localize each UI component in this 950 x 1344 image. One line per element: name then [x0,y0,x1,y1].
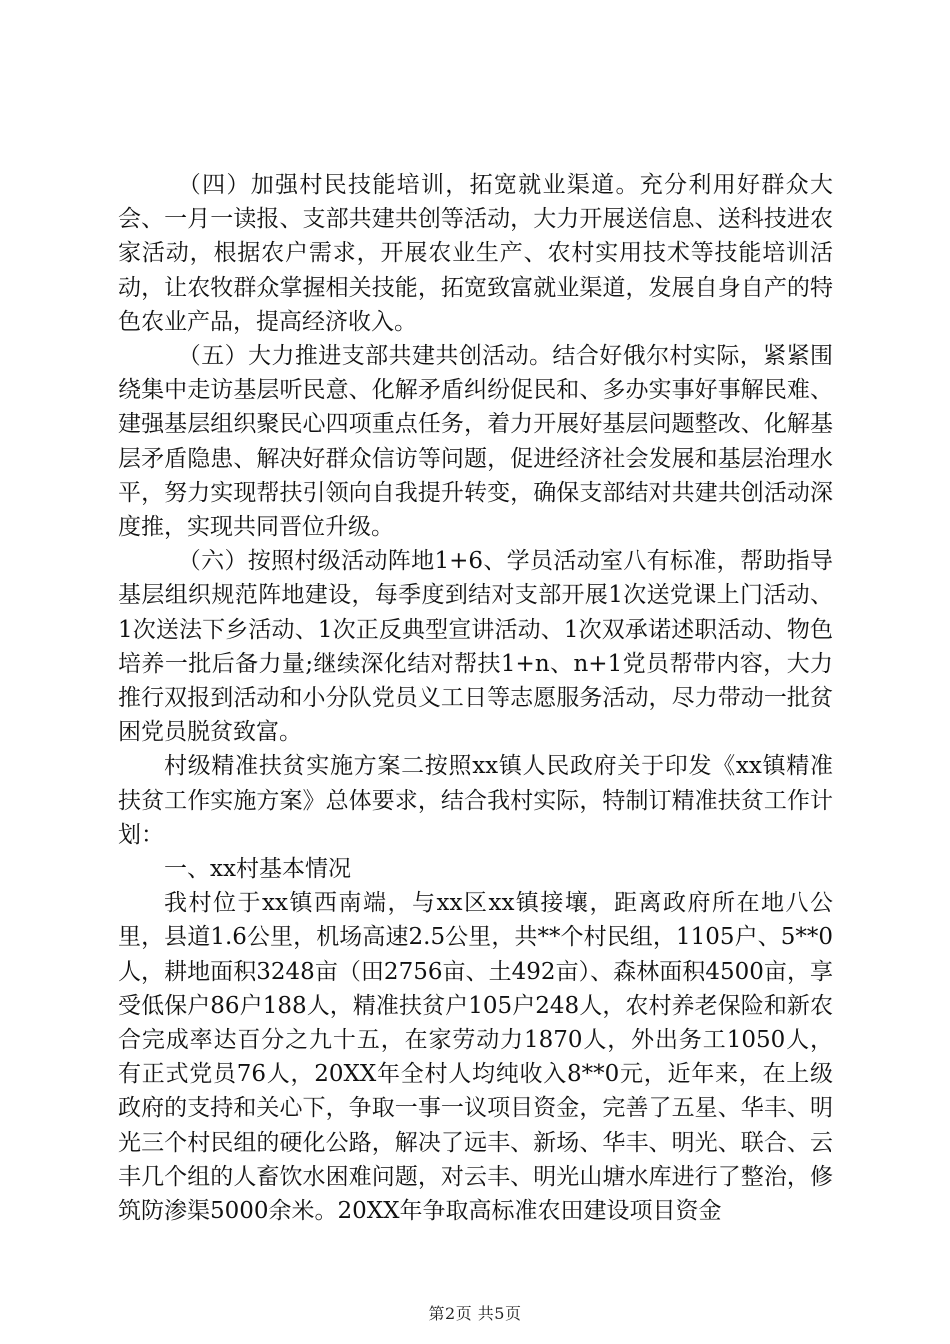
paragraph-plan-intro: 村级精准扶贫实施方案二按照xx镇人民政府关于印发《xx镇精准扶贫工作实施方案》总体要求，结合我村实际，特制订精准扶贫工作计划： [118,753,833,848]
paragraph-village-situation: 我村位于xx镇西南端，与xx区xx镇接壤，距离政府所在地八公里，县道1.6公里，机场高速2.5公里，共**个村民组，1105户、5**0人，耕地面积3248亩（田2756亩、土492亩）、森林面积4500亩，享受低保户86户188人，精准扶贫户105户248人，农村养老保险和新农合完成率达百分之九十五，在家劳动力1870人，外出务工1050人，有正式党员76人，20XX年全村人均纯收入8**0元，近年来，在上级政府的支持和关心下，争取一事一议项目资金，完善了五星、华丰、明光三个村民组的硬化公路，解决了远丰、新场、华丰、明光、联合、云丰几个组的人畜饮水困难问题，对云丰、明光山塘水库进行了整治，修筑防渗渠5000余米。20XX年争取高标准农田建设项目资金 [118,890,833,1225]
document-body [118,168,833,1228]
section-heading-village-basics: 一、xx村基本情况 [164,856,351,883]
paragraph-activity-venue: （六）按照村级活动阵地1+6、学员活动室八有标准，帮助指导基层组织规范阵地建设，每季度到结对支部开展1次送党课上门活动、1次送法下乡活动、1次正反典型宣讲活动、1次双承诺述职活动、物色培养一批后备力量;继续深化结对帮扶1+n、n+1党员帮带内容，大力推行双报到活动和小分队党员义工日等志愿服务活动，尽力带动一批贫困党员脱贫致富。 [118,548,833,746]
paragraph-branch-cobuilding: （五）大力推进支部共建共创活动。结合好俄尔村实际，紧紧围绕集中走访基层听民意、化解矛盾纠纷促民和、多办实事好事解民难、建强基层组织聚民心四项重点任务，着力开展好基层问题整改、化解基层矛盾隐患、解决好群众信访等问题，促进经济社会发展和基层治理水平，努力实现帮扶引领向自我提升转变，确保支部结对共建共创活动深度推，实现共同晋位升级。 [118,343,833,541]
paragraph-skills-training: （四）加强村民技能培训，拓宽就业渠道。充分利用好群众大会、一月一读报、支部共建共创等活动，大力开展送信息、送科技进农家活动，根据农户需求，开展农业生产、农村实用技术等技能培训活动，让农牧群众掌握相关技能，拓宽致富就业渠道，发展自身自产的特色农业产品，提高经济收入。 [118,172,833,335]
page-number-footer: 第2页 共5页 [428,1304,522,1323]
